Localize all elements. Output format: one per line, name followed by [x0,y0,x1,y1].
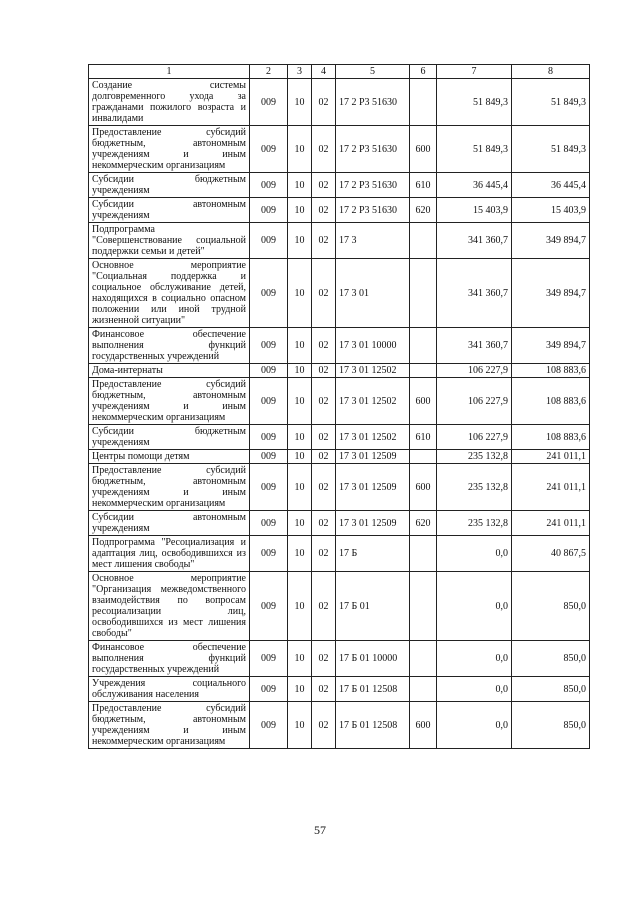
expense-type-cell [410,328,437,364]
target-article-cell: 17 2 Р3 51630 [336,198,410,223]
page-number: 57 [314,823,326,837]
amount-year2-cell: 51 849,3 [512,126,590,173]
target-article-cell: 17 3 [336,223,410,259]
grbs-cell: 009 [250,364,288,378]
column-header: 5 [336,65,410,79]
amount-year2-cell: 850,0 [512,572,590,641]
amount-year1-cell: 36 445,4 [437,173,512,198]
section-cell: 10 [288,259,312,328]
subsection-cell: 02 [312,425,336,450]
grbs-cell: 009 [250,702,288,749]
target-article-cell: 17 2 Р3 51630 [336,173,410,198]
column-header: 3 [288,65,312,79]
row-name-cell: Финансовое обеспечение выполнения функций государственных учреждений [89,328,250,364]
subsection-cell: 02 [312,450,336,464]
grbs-cell: 009 [250,126,288,173]
amount-year1-cell: 341 360,7 [437,259,512,328]
expense-type-cell: 620 [410,511,437,536]
amount-year1-cell: 235 132,8 [437,511,512,536]
column-header: 6 [410,65,437,79]
grbs-cell: 009 [250,677,288,702]
target-article-cell: 17 3 01 12502 [336,364,410,378]
section-cell: 10 [288,572,312,641]
target-article-cell: 17 Б 01 10000 [336,641,410,677]
amount-year2-cell: 349 894,7 [512,328,590,364]
amount-year1-cell: 106 227,9 [437,364,512,378]
amount-year2-cell: 349 894,7 [512,259,590,328]
table-row [89,677,590,702]
amount-year2-cell: 36 445,4 [512,173,590,198]
expense-type-cell [410,536,437,572]
row-name-cell: Субсидии автономным учреждениям [89,511,250,536]
section-cell: 10 [288,536,312,572]
subsection-cell: 02 [312,223,336,259]
row-name-cell: Дома-интернаты [89,364,250,378]
amount-year2-cell: 850,0 [512,702,590,749]
amount-year2-cell: 51 849,3 [512,79,590,126]
amount-year1-cell: 0,0 [437,536,512,572]
grbs-cell: 009 [250,425,288,450]
grbs-cell: 009 [250,79,288,126]
target-article-cell: 17 3 01 [336,259,410,328]
expense-type-cell [410,641,437,677]
amount-year1-cell: 106 227,9 [437,425,512,450]
amount-year1-cell: 341 360,7 [437,223,512,259]
target-article-cell: 17 Б 01 12508 [336,677,410,702]
subsection-cell: 02 [312,641,336,677]
expense-type-cell: 600 [410,378,437,425]
table-row [89,328,590,364]
section-cell: 10 [288,511,312,536]
subsection-cell: 02 [312,572,336,641]
expense-type-cell [410,450,437,464]
subsection-cell: 02 [312,259,336,328]
grbs-cell: 009 [250,223,288,259]
column-header: 4 [312,65,336,79]
amount-year2-cell: 349 894,7 [512,223,590,259]
subsection-cell: 02 [312,511,336,536]
table-row [89,259,590,328]
grbs-cell: 009 [250,536,288,572]
row-name-cell: Субсидии бюджетным учреждениям [89,425,250,450]
amount-year1-cell: 15 403,9 [437,198,512,223]
grbs-cell: 009 [250,378,288,425]
row-name-cell: Основное мероприятие "Социальная поддержка и социальное обслуживание детей, находящихся в социально опасном положении или иной трудной жизненной ситуации" [89,259,250,328]
row-name-cell: Предоставление субсидий бюджетным, автономным учреждениям и иным некоммерческим организациям [89,702,250,749]
grbs-cell: 009 [250,464,288,511]
row-name-cell: Подпрограмма "Совершенствование социальной поддержки семьи и детей" [89,223,250,259]
amount-year2-cell: 108 883,6 [512,364,590,378]
row-name-cell: Субсидии автономным учреждениям [89,198,250,223]
grbs-cell: 009 [250,173,288,198]
expense-type-cell: 600 [410,464,437,511]
table-row [89,79,590,126]
table-row [89,702,590,749]
target-article-cell: 17 Б 01 12508 [336,702,410,749]
amount-year2-cell: 850,0 [512,641,590,677]
column-header: 2 [250,65,288,79]
subsection-cell: 02 [312,198,336,223]
amount-year2-cell: 241 011,1 [512,464,590,511]
column-header: 7 [437,65,512,79]
subsection-cell: 02 [312,536,336,572]
expense-type-cell: 610 [410,425,437,450]
amount-year1-cell: 235 132,8 [437,464,512,511]
subsection-cell: 02 [312,328,336,364]
grbs-cell: 009 [250,572,288,641]
grbs-cell: 009 [250,198,288,223]
target-article-cell: 17 3 01 12509 [336,450,410,464]
section-cell: 10 [288,79,312,126]
expense-type-cell [410,364,437,378]
target-article-cell: 17 2 Р3 51630 [336,126,410,173]
section-cell: 10 [288,450,312,464]
amount-year2-cell: 241 011,1 [512,511,590,536]
row-name-cell: Создание системы долговременного ухода за гражданами пожилого возраста и инвалидами [89,79,250,126]
table-row [89,198,590,223]
subsection-cell: 02 [312,364,336,378]
section-cell: 10 [288,425,312,450]
table-row [89,126,590,173]
amount-year1-cell: 0,0 [437,677,512,702]
expense-type-cell: 610 [410,173,437,198]
table-row [89,223,590,259]
amount-year2-cell: 15 403,9 [512,198,590,223]
table-row [89,641,590,677]
section-cell: 10 [288,378,312,425]
section-cell: 10 [288,702,312,749]
target-article-cell: 17 3 01 12502 [336,378,410,425]
subsection-cell: 02 [312,464,336,511]
expense-type-cell: 600 [410,126,437,173]
amount-year2-cell: 241 011,1 [512,450,590,464]
section-cell: 10 [288,641,312,677]
amount-year2-cell: 850,0 [512,677,590,702]
row-name-cell: Предоставление субсидий бюджетным, автономным учреждениям и иным некоммерческим организациям [89,378,250,425]
expense-type-cell [410,223,437,259]
subsection-cell: 02 [312,79,336,126]
section-cell: 10 [288,198,312,223]
amount-year2-cell: 108 883,6 [512,425,590,450]
section-cell: 10 [288,173,312,198]
expense-type-cell: 600 [410,702,437,749]
row-name-cell: Субсидии бюджетным учреждениям [89,173,250,198]
header-row [89,65,590,79]
table-body [89,79,590,749]
row-name-cell: Предоставление субсидий бюджетным, автономным учреждениям и иным некоммерческим организациям [89,126,250,173]
grbs-cell: 009 [250,328,288,364]
table-row [89,450,590,464]
amount-year1-cell: 51 849,3 [437,79,512,126]
grbs-cell: 009 [250,259,288,328]
target-article-cell: 17 2 Р3 51630 [336,79,410,126]
subsection-cell: 02 [312,378,336,425]
grbs-cell: 009 [250,450,288,464]
column-header: 1 [89,65,250,79]
amount-year1-cell: 51 849,3 [437,126,512,173]
expense-type-cell [410,677,437,702]
column-header: 8 [512,65,590,79]
expense-type-cell: 620 [410,198,437,223]
expense-type-cell [410,572,437,641]
table-row [89,511,590,536]
row-name-cell: Подпрограмма "Ресоциализация и адаптация лиц, освободившихся из мест лишения свободы" [89,536,250,572]
row-name-cell: Финансовое обеспечение выполнения функций государственных учреждений [89,641,250,677]
target-article-cell: 17 Б [336,536,410,572]
section-cell: 10 [288,223,312,259]
section-cell: 10 [288,364,312,378]
amount-year1-cell: 235 132,8 [437,450,512,464]
table-row [89,572,590,641]
table-row [89,364,590,378]
amount-year2-cell: 108 883,6 [512,378,590,425]
section-cell: 10 [288,328,312,364]
subsection-cell: 02 [312,702,336,749]
row-name-cell: Учреждения социального обслуживания населения [89,677,250,702]
subsection-cell: 02 [312,677,336,702]
table-row [89,425,590,450]
subsection-cell: 02 [312,173,336,198]
table-row [89,378,590,425]
amount-year1-cell: 0,0 [437,641,512,677]
amount-year2-cell: 40 867,5 [512,536,590,572]
grbs-cell: 009 [250,511,288,536]
grbs-cell: 009 [250,641,288,677]
table-row [89,464,590,511]
budget-table [88,64,590,749]
expense-type-cell [410,79,437,126]
amount-year1-cell: 106 227,9 [437,378,512,425]
row-name-cell: Предоставление субсидий бюджетным, автономным учреждениям и иным некоммерческим организациям [89,464,250,511]
amount-year1-cell: 0,0 [437,702,512,749]
target-article-cell: 17 3 01 10000 [336,328,410,364]
section-cell: 10 [288,464,312,511]
expense-type-cell [410,259,437,328]
target-article-cell: 17 Б 01 [336,572,410,641]
target-article-cell: 17 3 01 12509 [336,511,410,536]
row-name-cell: Основное мероприятие "Организация межведомственного взаимодействия по вопросам ресоциализации лиц, освободившихся из мест лишения свободы" [89,572,250,641]
target-article-cell: 17 3 01 12509 [336,464,410,511]
amount-year1-cell: 341 360,7 [437,328,512,364]
table-row [89,173,590,198]
table-row [89,536,590,572]
section-cell: 10 [288,677,312,702]
amount-year1-cell: 0,0 [437,572,512,641]
section-cell: 10 [288,126,312,173]
subsection-cell: 02 [312,126,336,173]
row-name-cell: Центры помощи детям [89,450,250,464]
target-article-cell: 17 3 01 12502 [336,425,410,450]
